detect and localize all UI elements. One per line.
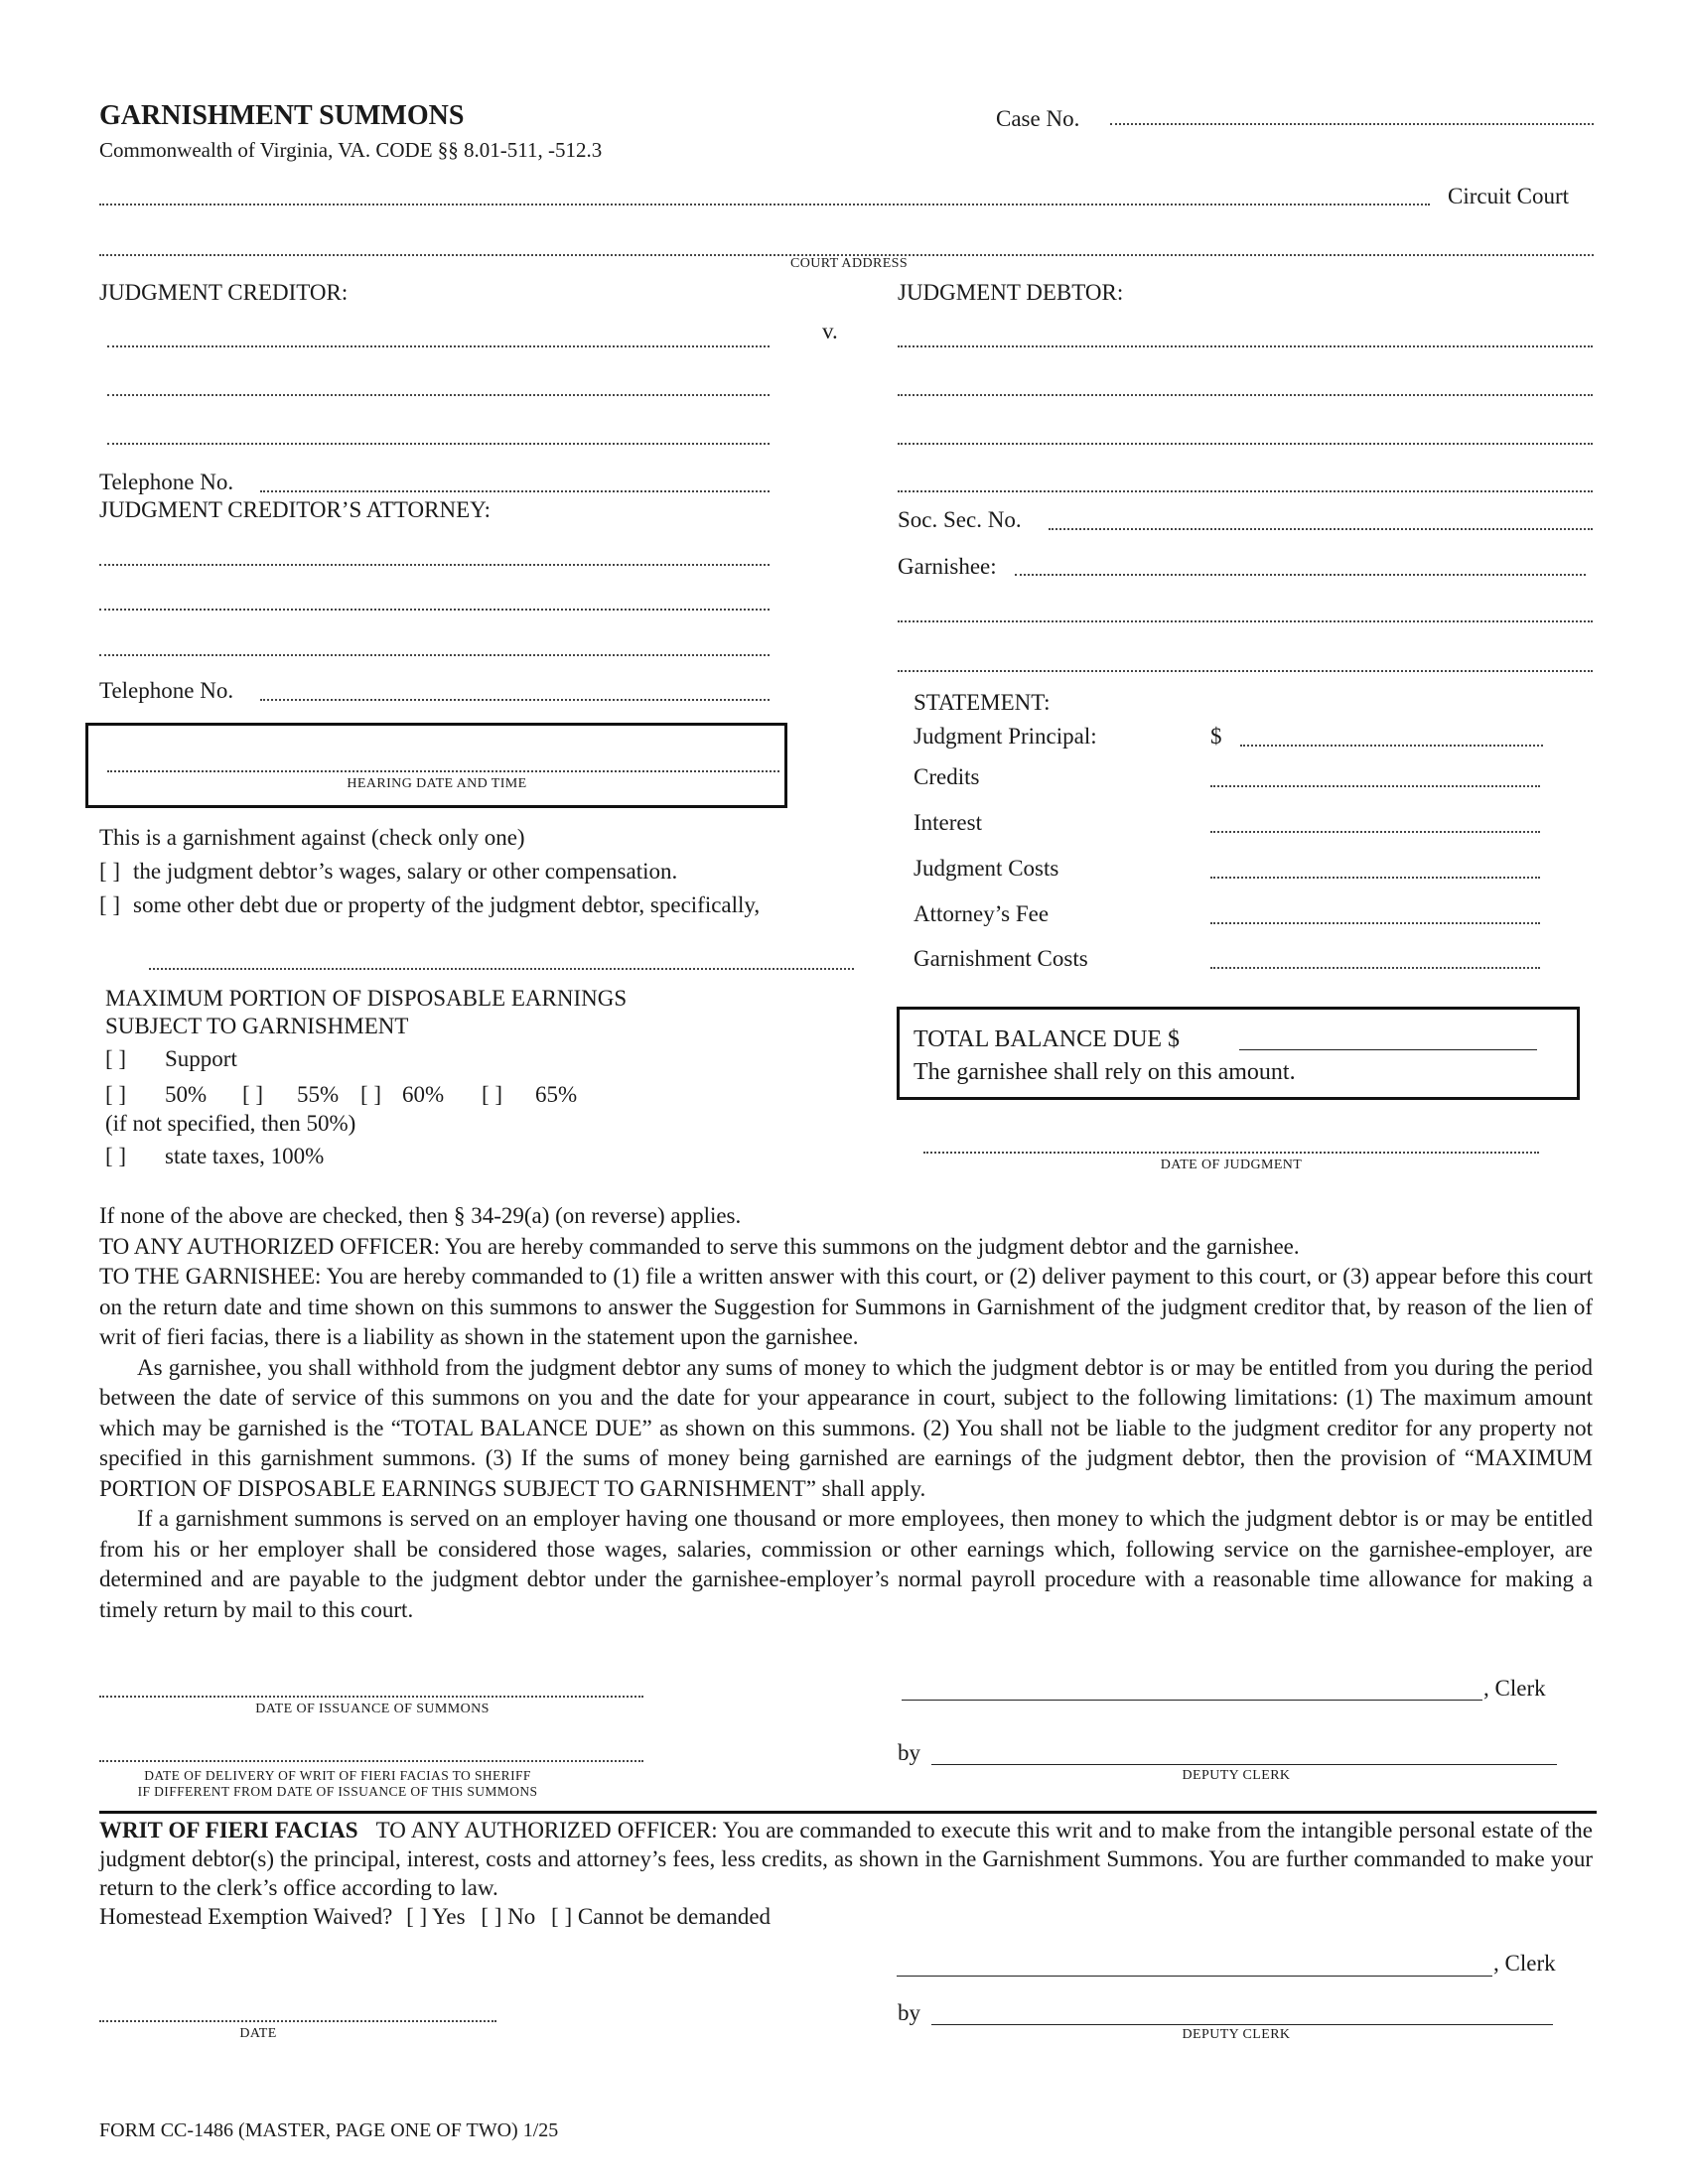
- attorney-line-2[interactable]: [99, 609, 770, 611]
- judgment-principal-label: Judgment Principal:: [914, 724, 1097, 749]
- case-no-field[interactable]: [1110, 123, 1594, 125]
- homestead-yes-label: Yes: [432, 1904, 466, 1929]
- debtor-line-1[interactable]: [898, 345, 1593, 347]
- attorney-line-1[interactable]: [99, 564, 770, 566]
- state-taxes-checkbox[interactable]: [ ]: [105, 1144, 127, 1168]
- circuit-court-label: Circuit Court: [1448, 184, 1570, 208]
- attorneys-fee-label: Attorney’s Fee: [914, 901, 1050, 926]
- instructions-body: [99, 1201, 1593, 1625]
- statement-heading: STATEMENT:: [914, 690, 1051, 715]
- circuit-court-field[interactable]: [99, 204, 1430, 205]
- attorney-telephone-field[interactable]: [260, 699, 770, 701]
- homestead-label: Homestead Exemption Waived?: [99, 1904, 393, 1929]
- option-other-row: [99, 891, 760, 919]
- date-of-delivery-field[interactable]: [99, 1760, 643, 1762]
- writ-deputy-clerk-caption: DEPUTY CLERK: [1182, 2027, 1291, 2042]
- pct50-checkbox[interactable]: [ ]: [105, 1082, 127, 1107]
- homestead-no-checkbox[interactable]: [ ]: [481, 1904, 502, 1929]
- hearing-date-field[interactable]: [107, 770, 779, 772]
- option-other-label: some other debt due or property of the judgment debtor, specifically,: [133, 892, 761, 917]
- debtor-line-3[interactable]: [898, 443, 1593, 445]
- date-of-judgment-caption: DATE OF JUDGMENT: [1160, 1158, 1303, 1172]
- max-portion-heading-2: SUBJECT TO GARNISHMENT: [105, 1014, 409, 1038]
- clerk-label: , Clerk: [1483, 1676, 1546, 1701]
- date-of-issuance-field[interactable]: [99, 1696, 643, 1698]
- total-balance-field[interactable]: [1239, 1049, 1537, 1050]
- date-of-issuance-caption: DATE OF ISSUANCE OF SUMMONS: [255, 1702, 490, 1716]
- total-balance-label: TOTAL BALANCE DUE $: [914, 1026, 1181, 1052]
- section-divider: [99, 1811, 1597, 1814]
- credits-label: Credits: [914, 764, 980, 789]
- judgment-principal-field[interactable]: [1240, 745, 1543, 747]
- ssn-field[interactable]: [1049, 528, 1593, 530]
- total-balance-note: The garnishee shall rely on this amount.: [914, 1059, 1296, 1085]
- garnishee-line-2[interactable]: [898, 620, 1593, 622]
- pct55-checkbox[interactable]: [ ]: [242, 1082, 264, 1107]
- state-taxes-label: state taxes, 100%: [165, 1144, 325, 1168]
- creditor-line-2[interactable]: [107, 394, 770, 396]
- pct65-checkbox[interactable]: [ ]: [482, 1082, 503, 1107]
- garnishee-command-text: TO THE GARNISHEE: You are hereby commanded to (1) file a written answer with this court, or (2) deliver payment to this court, or (3) appear before this court on the return date and time shown on this summons to answer the Suggestion for Summons in Garnishment of the judgment creditor that, by reason of the lien of writ of fieri facias, there is a liability as shown in the statement upon the garnishee.: [99, 1264, 1593, 1349]
- default-note: (if not specified, then 50%): [105, 1111, 356, 1136]
- by-label: by: [898, 1740, 920, 1765]
- versus-label: v.: [822, 319, 838, 343]
- court-address-caption: COURT ADDRESS: [789, 256, 909, 271]
- writ-clerk-label: , Clerk: [1493, 1951, 1556, 1976]
- option-wages-label: the judgment debtor’s wages, salary or other compensation.: [133, 859, 678, 884]
- other-specify-field[interactable]: [149, 968, 854, 970]
- max-portion-heading-1: MAXIMUM PORTION OF DISPOSABLE EARNINGS: [105, 986, 628, 1011]
- form-id: FORM CC-1486 (MASTER, PAGE ONE OF TWO) 1/25: [99, 2119, 559, 2141]
- option-wages-row: [99, 858, 677, 886]
- date-of-judgment-field[interactable]: [923, 1152, 1539, 1154]
- wages-checkbox[interactable]: [ ]: [99, 859, 121, 884]
- creditor-line-1[interactable]: [107, 345, 770, 347]
- pct65-label: 65%: [535, 1082, 578, 1107]
- garnishee-line-1[interactable]: [1015, 574, 1586, 576]
- garnishee-line-3[interactable]: [898, 670, 1593, 672]
- attorneys-fee-field[interactable]: [1210, 922, 1540, 924]
- interest-field[interactable]: [1210, 831, 1540, 833]
- attorney-telephone-label: Telephone No.: [99, 678, 234, 703]
- case-no-label: Case No.: [996, 106, 1080, 131]
- garnishee-label: Garnishee:: [898, 554, 997, 579]
- delivery-caption-2: IF DIFFERENT FROM DATE OF ISSUANCE OF THIS SUMMONS: [137, 1784, 538, 1799]
- reverse-applies-text: If none of the above are checked, then § 34-29(a) (on reverse) applies.: [99, 1203, 742, 1228]
- clerk-signature-line[interactable]: [902, 1700, 1482, 1701]
- creditor-telephone-field[interactable]: [260, 490, 770, 492]
- judgment-costs-label: Judgment Costs: [914, 856, 1059, 881]
- form-subtitle: Commonwealth of Virginia, VA. CODE §§ 8.01-511, -512.3: [99, 138, 603, 162]
- writ-text: TO ANY AUTHORIZED OFFICER: You are commanded to execute this writ and to make from the intangible personal estate of the judgment debtor(s) the principal, interest, costs and attorney’s fees, less credits, as shown in the Garnishment Summons. You are further commanded to make your return to the clerk’s office according to law.: [99, 1818, 1594, 1900]
- hearing-caption: HEARING DATE AND TIME: [347, 776, 527, 791]
- attorney-line-3[interactable]: [99, 654, 770, 656]
- employer-text: If a garnishment summons is served on an employer having one thousand or more employees, then money to which the judgment debtor is or may be entitled from his or her employer shall be considered those wages, salaries, commission or other earnings which, following service on the garnishee-employer, are determined and are payable to the judgment debtor under the garnishee-employer’s normal payroll procedure with a reasonable time allowance for making a timely return by mail to this court.: [99, 1506, 1593, 1622]
- ssn-label: Soc. Sec. No.: [898, 507, 1022, 532]
- writ-heading: WRIT OF FIERI FACIAS: [99, 1818, 358, 1843]
- homestead-no-label: No: [507, 1904, 536, 1929]
- state-taxes-row: [105, 1143, 324, 1170]
- writ-deputy-clerk-line[interactable]: [931, 2024, 1553, 2025]
- deputy-clerk-caption: DEPUTY CLERK: [1182, 1768, 1291, 1783]
- hearing-box: [85, 723, 787, 808]
- homestead-row: [99, 1903, 771, 1931]
- homestead-cannot-checkbox[interactable]: [ ]: [551, 1904, 573, 1929]
- support-row: [105, 1045, 237, 1073]
- creditor-attorney-label: JUDGMENT CREDITOR’S ATTORNEY:: [99, 497, 492, 522]
- debtor-line-4[interactable]: [898, 490, 1593, 492]
- delivery-caption-1: DATE OF DELIVERY OF WRIT OF FIERI FACIAS TO SHERIFF: [144, 1768, 531, 1783]
- writ-date-field[interactable]: [99, 2020, 496, 2022]
- creditor-line-3[interactable]: [107, 443, 770, 445]
- pct55-label: 55%: [297, 1082, 340, 1107]
- writ-by-label: by: [898, 2000, 920, 2025]
- judgment-debtor-label: JUDGMENT DEBTOR:: [898, 280, 1124, 305]
- homestead-cannot-label: Cannot be demanded: [577, 1904, 772, 1929]
- principal-dollar: $: [1210, 724, 1222, 749]
- credits-field[interactable]: [1210, 785, 1540, 787]
- writ-section: [99, 1816, 1593, 1902]
- garnishment-type-intro: This is a garnishment against (check only one): [99, 825, 525, 850]
- interest-label: Interest: [914, 810, 982, 835]
- withhold-text: As garnishee, you shall withhold from the judgment debtor any sums of money to which the judgment debtor is or may be entitled from you during the period between the date of service of this summons on you and the date for your appearance in court, subject to the following limitations: (1) The maximum amount which may be garnished is the “TOTAL BALANCE DUE” as shown on this summons. (2) You shall not be liable to the judgment creditor for any property not specified in this garnishment summons. (3) If the sums of money being garnished are earnings of the judgment debtor, then the provision of “MAXIMUM PORTION OF DISPOSABLE EARNINGS SUBJECT TO GARNISHMENT” shall apply.: [99, 1354, 1593, 1501]
- creditor-telephone-label: Telephone No.: [99, 470, 234, 494]
- support-label: Support: [165, 1046, 237, 1071]
- other-checkbox[interactable]: [ ]: [99, 892, 121, 917]
- judgment-costs-field[interactable]: [1210, 877, 1540, 879]
- garnishment-costs-field[interactable]: [1210, 967, 1540, 969]
- writ-clerk-signature-line[interactable]: [897, 1976, 1492, 1977]
- officer-command-text: TO ANY AUTHORIZED OFFICER: You are hereby commanded to serve this summons on the judgment debtor and the garnishee.: [99, 1233, 1300, 1259]
- writ-date-caption: DATE: [239, 2026, 277, 2041]
- pct60-label: 60%: [402, 1082, 445, 1107]
- judgment-creditor-label: JUDGMENT CREDITOR:: [99, 280, 349, 305]
- homestead-yes-checkbox[interactable]: [ ]: [406, 1904, 428, 1929]
- pct60-checkbox[interactable]: [ ]: [360, 1082, 382, 1107]
- deputy-clerk-line[interactable]: [931, 1764, 1557, 1765]
- garnishment-costs-label: Garnishment Costs: [914, 946, 1088, 971]
- debtor-line-2[interactable]: [898, 394, 1593, 396]
- pct50-label: 50%: [165, 1082, 208, 1107]
- form-title: GARNISHMENT SUMMONS: [99, 100, 465, 131]
- support-checkbox[interactable]: [ ]: [105, 1046, 127, 1071]
